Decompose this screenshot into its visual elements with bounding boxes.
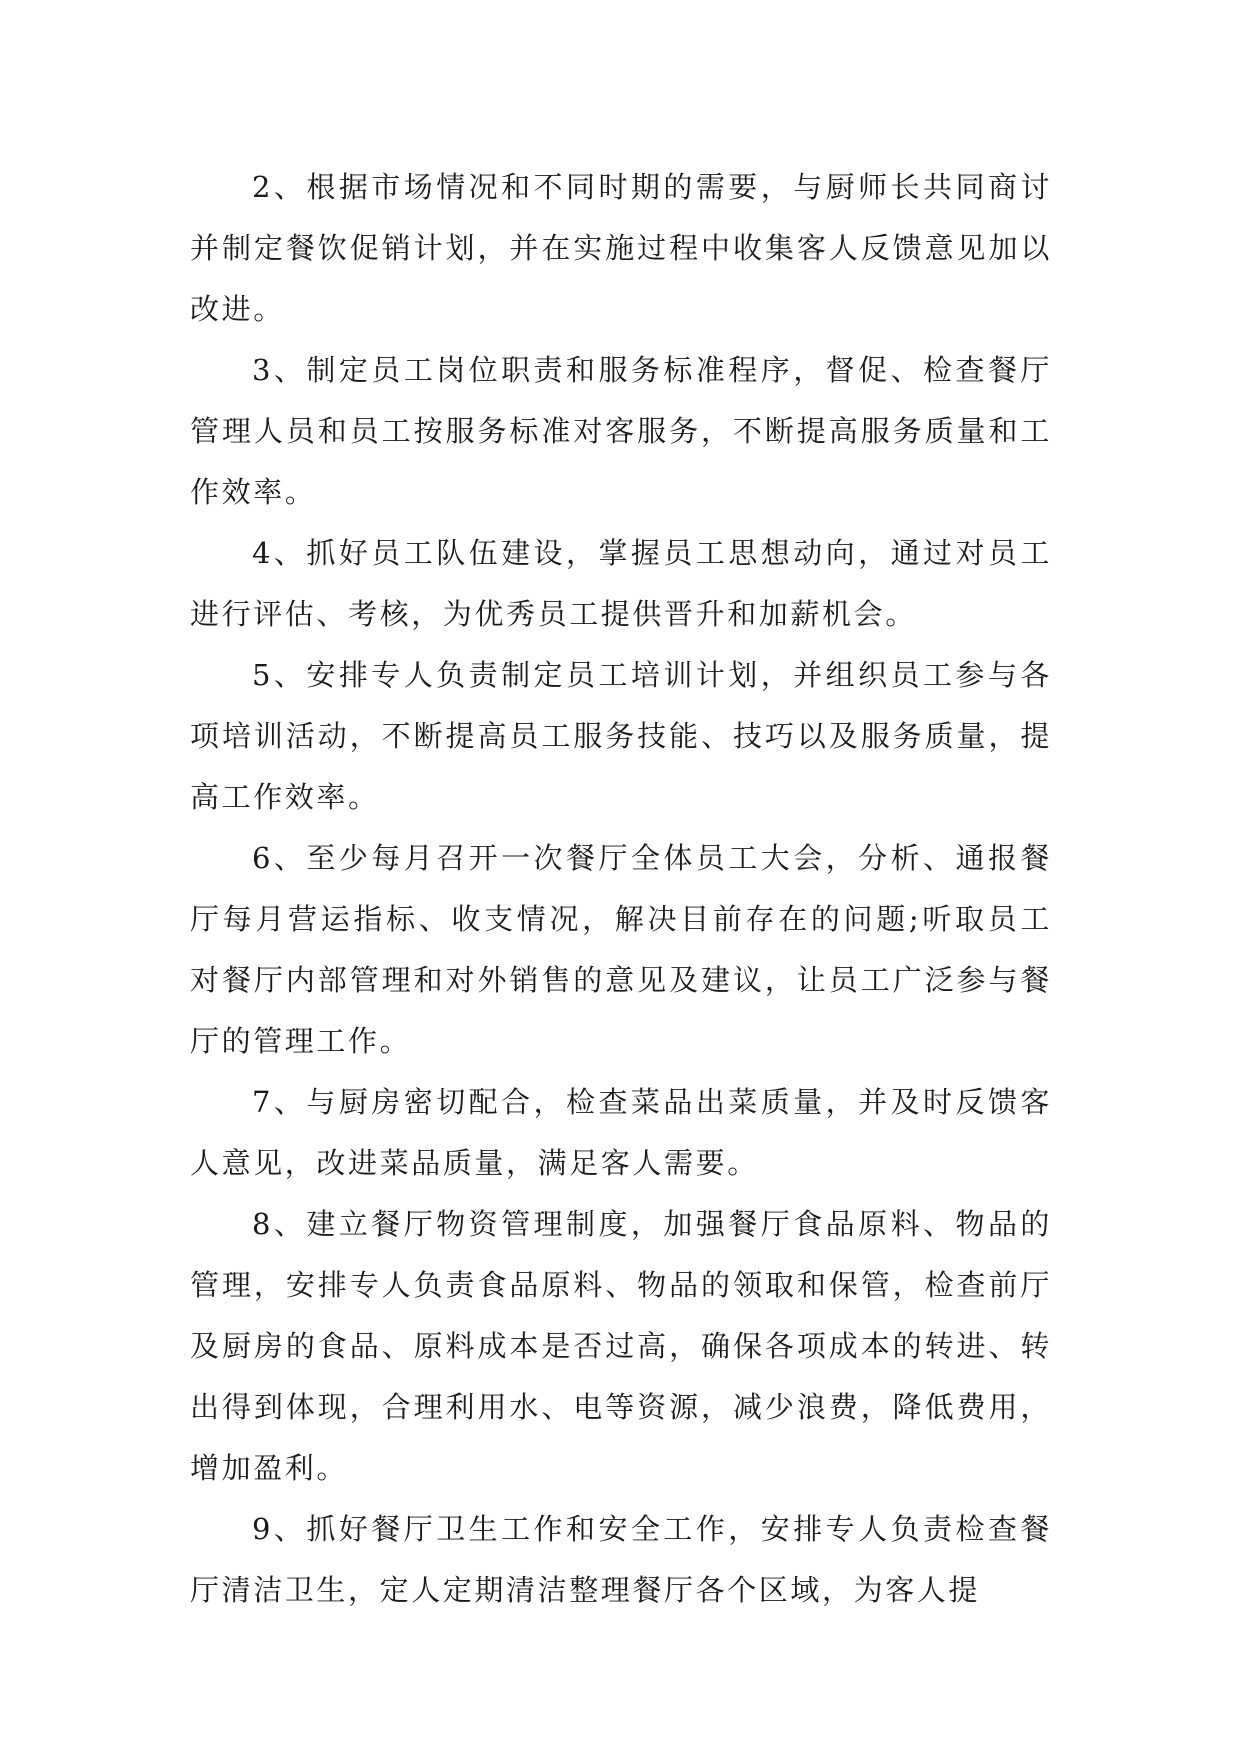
- paragraph-item-2: 2、根据市场情况和不同时期的需要，与厨师长共同商讨并制定餐饮促销计划，并在实施过程中收集客人反馈意见加以改进。: [190, 170, 1052, 326]
- paragraph-item-9: 9、抓好餐厅卫生工作和安全工作，安排专人负责检查餐厅清洁卫生，定人定期清洁整理餐厅各个区域，为客人提: [190, 1512, 1052, 1607]
- paragraph-item-6: 6、至少每月召开一次餐厅全体员工大会，分析、通报餐厅每月营运指标、收支情况，解决目前存在的问题;听取员工对餐厅内部管理和对外销售的意见及建议，让员工广泛参与餐厅的管理工作。: [190, 841, 1052, 1058]
- paragraph-item-4: 4、抓好员工队伍建设，掌握员工思想动向，通过对员工进行评估、考核，为优秀员工提供晋升和加薪机会。: [190, 536, 1052, 631]
- paragraph-item-5: 5、安排专人负责制定员工培训计划，并组织员工参与各项培训活动，不断提高员工服务技能、技巧以及服务质量，提高工作效率。: [190, 658, 1052, 814]
- document-body: [190, 157, 1052, 1621]
- paragraph-item-8: 8、建立餐厅物资管理制度，加强餐厅食品原料、物品的管理，安排专人负责食品原料、物品的领取和保管，检查前厅及厨房的食品、原料成本是否过高，确保各项成本的转进、转出得到体现，合理利用水、电等资源，减少浪费，降低费用，增加盈利。: [190, 1207, 1052, 1485]
- paragraph-item-7: 7、与厨房密切配合，检查菜品出菜质量，并及时反馈客人意见，改进菜品质量，满足客人需要。: [190, 1085, 1052, 1180]
- paragraph-item-3: 3、制定员工岗位职责和服务标准程序，督促、检查餐厅管理人员和员工按服务标准对客服务，不断提高服务质量和工作效率。: [190, 353, 1052, 509]
